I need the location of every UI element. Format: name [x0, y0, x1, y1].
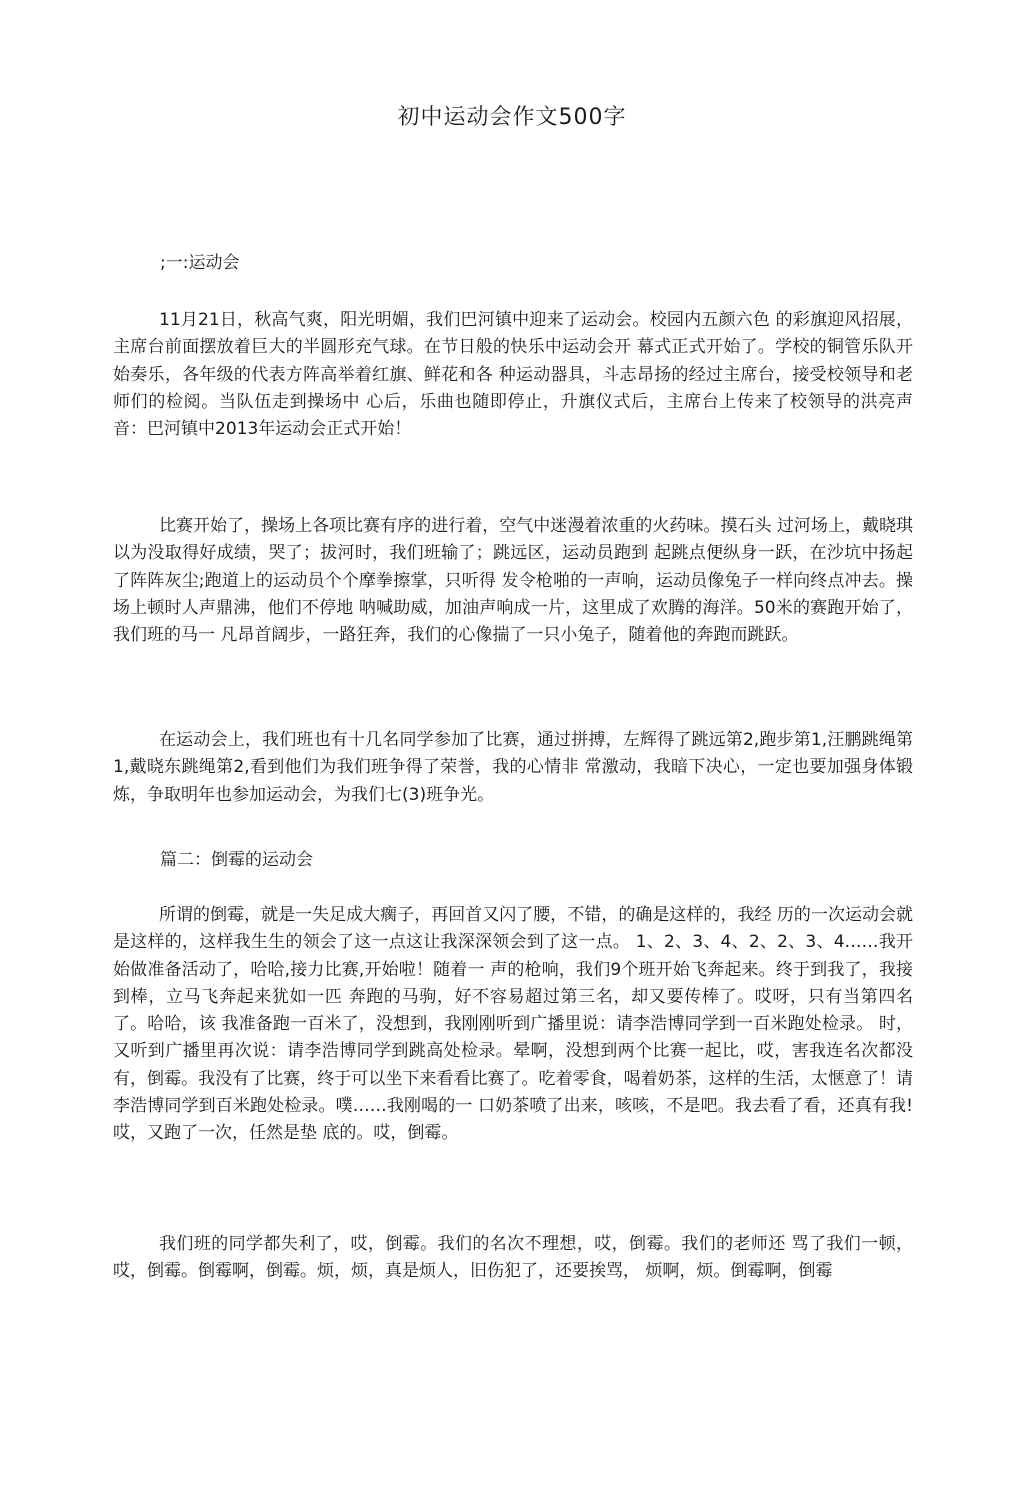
paragraph: 比赛开始了，操场上各项比赛有序的进行着，空气中迷漫着浓重的火药味。摸石头 过河场上，戴晓琪以为没取得好成绩，哭了；拔河时，我们班输了；跳远区，运动员跑到 起跳点便纵身一跃，在沙坑中扬起了阵阵灰尘;跑道上的运动员个个摩拳擦掌，只听得 发令枪啪的一声响，运动员像兔子一样向终点冲去。操场上顿时人声鼎沸，他们不停地 呐喊助威，加油声响成一片，这里成了欢腾的海洋。50米的赛跑开始了，我们班的马一 凡昂首阔步，一路狂奔，我们的心像揣了一只小兔子，随着他的奔跑而跳跃。 — [113, 516, 913, 646]
paragraph: 所谓的倒霉，就是一失足成大瘸子，再回首又闪了腰，不错，的确是这样的，我经 历的一次运动会就是这样的，这样我生生的领会了这一点这让我深深领会到了这一点。 1、2、3、4、2、2、3、4……我开始做准备活动了，哈哈,接力比赛,开始啦！随着一 声的枪响，我们9个班开始飞奔起来。终于到我了，我接到棒，立马飞奔起来犹如一匹 奔跑的马驹，好不容易超过第三名，却又要传棒了。哎呀，只有当第四名了。哈哈，该 我准备跑一百米了，没想到，我刚刚听到广播里说：请李浩博同学到一百米跑处检录。 时，又听到广播里再次说：请李浩博同学到跳高处检录。晕啊，没想到两个比赛一起比，哎，害我连名次都没有，倒霉。我没有了比赛，终于可以坐下来看看比赛了。吃着零食，喝着奶茶，这样的生活，太惬意了！请李浩博同学到百米跑处检录。噗……我刚喝的一 口奶茶喷了出来，咳咳，不是吧。我去看了看，还真有我!哎，又跑了一次，任然是垫 底的。哎，倒霉。 — [113, 905, 913, 1144]
paragraph: 我们班的同学都失利了，哎，倒霉。我们的名次不理想，哎，倒霉。我们的老师还 骂了我们一顿，哎，倒霉。倒霉啊，倒霉。烦，烦，真是烦人，旧伤犯了，还要挨骂， 烦啊，烦。倒霉啊，倒霉 — [113, 1234, 913, 1282]
paragraph: 在运动会上，我们班也有十几名同学参加了比赛，通过拼搏，左辉得了跳远第2,跑步第1,汪鹏跳绳第1,戴晓东跳绳第2,看到他们为我们班争得了荣誉，我的心情非 常激动，我暗下决心，一定也要加强身体锻炼，争取明年也参加运动会，为我们七(3)班争光。 — [113, 730, 914, 805]
section-heading-1: ;一:运动会 — [160, 253, 240, 273]
section-heading-2: 篇二：倒霉的运动会 — [160, 850, 313, 870]
document-title: 初中运动会作文500字 — [397, 105, 627, 130]
paragraph: 11月21日，秋高气爽，阳光明媚，我们巴河镇中迎来了运动会。校园内五颜六色 的彩旗迎风招展，主席台前面摆放着巨大的半圆形充气球。在节日般的快乐中运动会开 幕式正式开始了。学校的铜管乐队开始奏乐，各年级的代表方阵高举着红旗、鲜花和各 种运动器具，斗志昂扬的经过主席台，接受校领导和老师们的检阅。当队伍走到操场中 心后，乐曲也随即停止，升旗仪式后，主席台上传来了校领导的洪亮声音：巴河镇中2013年运动会正式开始！ — [113, 310, 913, 440]
